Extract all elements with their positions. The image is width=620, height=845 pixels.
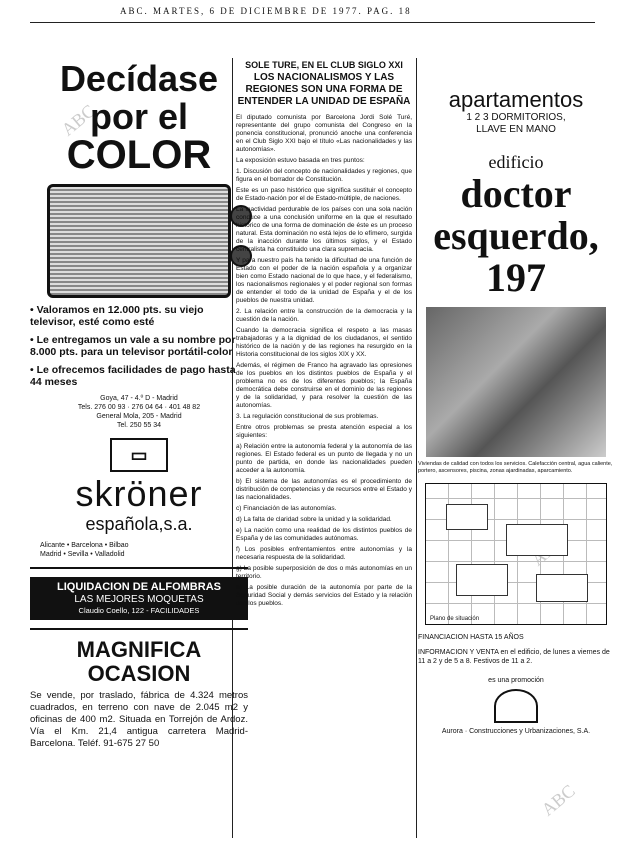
article-paragraph: b) El sistema de las autonomías es el procedimiento de distribución de competencias y de recursos entre el Estado y las nacionalidades. — [236, 478, 412, 501]
article-paragraph: f) Los posibles enfrentamientos entre autonomías y la necesaria respuesta de la solidaridad. — [236, 546, 412, 561]
map-block — [446, 504, 488, 530]
apartments-title: apartamentos — [448, 87, 584, 112]
factory-ad — [30, 638, 248, 750]
page-header: ABC. MARTES, 6 DE DICIEMBRE DE 1977. PAG. 18 — [120, 6, 412, 16]
left-column — [30, 60, 248, 750]
building-name-1: doctor — [460, 171, 572, 216]
skroner-logo-icon: ▭ — [110, 438, 168, 472]
tv-ad-title-1: Decídase — [59, 58, 219, 99]
carpet-ad-title: LIQUIDACION DE ALFOMBRAS — [57, 581, 221, 593]
promoter-logo-icon — [494, 689, 538, 723]
tv-ad-title-2: por el — [89, 96, 188, 137]
tv-ad-address-2: General Mola, 205 - Madrid — [96, 413, 182, 420]
article-paragraph: El diputado comunista por Barcelona Jordi Solé Turé, representante del grupo comunista del Congreso en la ponencia constitucional, pronunció anoche una conferencia en el Club Siglo XXI bajo el título «Las nacionalidades y las autonomías». — [236, 114, 412, 153]
tv-ad-bullet: • Le entregamos un vale a su nombre por 8.000 pts. para un televisor portátil-color — [30, 334, 236, 358]
article-paragraph: e) La nación como una realidad de los distintos pueblos de España y de las comunidades autónomas. — [236, 527, 412, 542]
map-block — [536, 574, 588, 602]
tv-ad-phones: Tels. 276 00 93 · 276 04 64 · 401 48 82 — [77, 404, 201, 411]
brand-cities: Alicante • Barcelona • Bilbao — [40, 542, 129, 549]
article-paragraph: Entre otros problemas se presta atención especial a los siguientes: — [236, 424, 412, 439]
building-photo — [426, 307, 606, 457]
sales-info: INFORMACION Y VENTA en el edificio, de lunes a viernes de 11 a 2 y de 5 a 8. Festivos de 11 a 2. — [418, 649, 610, 665]
article-paragraph: g) La posible superposición de dos o más autonomías en un territorio. — [236, 565, 412, 580]
brand-sub: española,s.a. — [85, 514, 193, 534]
tv-ad-bullet: • Le ofrecemos facilidades de pago hasta 44 meses — [30, 364, 236, 388]
tv-ad-title-3: COLOR — [66, 133, 212, 177]
watermark-text-3: ABC — [537, 780, 579, 820]
article-paragraph: Además, el régimen de Franco ha agravado las opresiones de los pueblos en los distintos pueblos de España y el problema no es de los diferentes pueblos; la España democrática debe construirse en el dominio de las regiones y de la solidaridad, y para resolver la cuestión de las autonomías. — [236, 362, 412, 409]
map-block — [456, 564, 508, 596]
article-paragraph: Y para nuestro país ha tenido la dificultad de una función de Estado con el poder de la nación española y a organizar bien como Estado nacional de lo que hace, y el federalismo, los nacionalismos regionales y el poder regional son formas de entender el todo de la unidad de España y el de los pueblos de nuestra unidad. — [236, 257, 412, 304]
brand-cities-2: Madrid • Sevilla • Valladolid — [40, 551, 125, 558]
apartments-ad — [418, 88, 614, 736]
tv-ad-phone-2: Tel. 250 55 34 — [117, 422, 161, 429]
column-rule-right — [416, 58, 417, 838]
map-block — [506, 524, 568, 556]
factory-ad-body: Se vende, por traslado, fábrica de 4.324 metros cuadrados, en terreno con nave de 2.045 m2 y oficinas de 400 m2. Situada en Torrejón de Ardoz. Vía el Km. 21,4 antigua carretera Madrid-Barcelona. Teléf. 91-675 27 50 — [30, 690, 248, 749]
article-headline: LOS NACIONALISMOS Y LAS REGIONES SON UNA FORMA DE ENTENDER LA UNIDAD DE ESPAÑA — [237, 72, 411, 107]
tv-ad-address: Goya, 47 - 4.º D - Madrid — [100, 395, 178, 402]
divider — [30, 628, 248, 630]
location-map — [425, 483, 607, 625]
apartments-sub-1: 1 2 3 DORMITORIOS, — [466, 112, 566, 123]
article-paragraph: 1. Discusión del concepto de nacionalidades y regiones, que figura en el borrador de Constitución. — [236, 168, 412, 183]
brand-name: skröner — [75, 473, 203, 514]
article-paragraph: Este es un paso histórico que significa sustituir el concepto de Estado-nación por el de Estado-múltiple, de naciones. — [236, 187, 412, 202]
article-body — [236, 114, 412, 608]
article-paragraph: h) La posible duración de la autonomía por parte de la Seguridad Social y demás servicios del Estado y la relación con los pueblos. — [236, 584, 412, 607]
article-paragraph: c) Financiación de las autonomías. — [236, 505, 337, 512]
article-paragraph: La exposición estuvo basada en tres puntos: — [236, 157, 365, 164]
carpet-ad — [30, 577, 248, 620]
article-column — [236, 60, 412, 611]
article-kicker: SOLE TURE, EN EL CLUB SIGLO XXI — [245, 60, 403, 70]
factory-ad-title: MAGNIFICA OCASION — [76, 637, 202, 686]
tv-ad-bullet: • Valoramos en 12.000 pts. su viejo televisor, esté como esté — [30, 304, 204, 328]
tv-ad — [30, 60, 248, 559]
article-paragraph: d) La falta de claridad sobre la unidad y la solidaridad. — [236, 516, 392, 523]
watermark-text: ABC — [57, 100, 99, 140]
article-paragraph: a) Relación entre la autonomía federal y la autonomía de las regiones. El Estado federal es un punto de llegada y no un punto de partida, en donde las nacionalidades pueden acceder a la autonomía. — [236, 443, 412, 474]
article-paragraph: Cuando la democracia significa el respeto a las masas trabajadoras y a la dignidad de los ciudadanos, el sentido histórico de la nación y de las regiones ha resurgido en la Historia constitucional de los siglos XIX y XX. — [236, 327, 412, 358]
article-paragraph: 2. La relación entre la construcción de la democracia y la cuestión de la nación. — [236, 308, 412, 323]
divider — [30, 567, 248, 569]
article-paragraph: 3. La regulación constitucional de sus problemas. — [236, 413, 379, 420]
edificio-label: edificio — [488, 152, 544, 172]
carpet-ad-address: Claudio Coello, 122 - FACILIDADES — [78, 606, 200, 615]
promotion-label: es una promoción — [488, 677, 544, 684]
television-icon — [47, 184, 231, 298]
map-label: Plano de situación — [430, 616, 480, 622]
building-name-2: esquerdo, — [433, 213, 599, 258]
apartments-sub-2: LLAVE EN MANO — [476, 124, 556, 135]
article-paragraph: La inactividad perdurable de los países con una sola nación conduce a una conclusión uniforme en la que el resultado histórico de una forma de dominación de éste es un proceso natural. Esta dominación no está lejos de lo efímero, surgida de la inacción durante los últimos siglos, y el Estado centralista ha constituido una clara supremacía. — [236, 206, 412, 253]
building-number: 197 — [486, 255, 546, 300]
promoter-name: Aurora · Construcciones y Urbanizaciones, S.A. — [441, 728, 591, 735]
building-caption: Viviendas de calidad con todos los servicios. Calefacción central, agua caliente, portero, ascensores, piscina, zonas ajardinadas, aparcamiento. — [418, 461, 613, 474]
carpet-ad-subtitle: LAS MEJORES MOQUETAS — [74, 594, 204, 605]
header-rule — [30, 22, 595, 23]
financing-info: FINANCIACION HASTA 15 AÑOS — [418, 634, 524, 641]
